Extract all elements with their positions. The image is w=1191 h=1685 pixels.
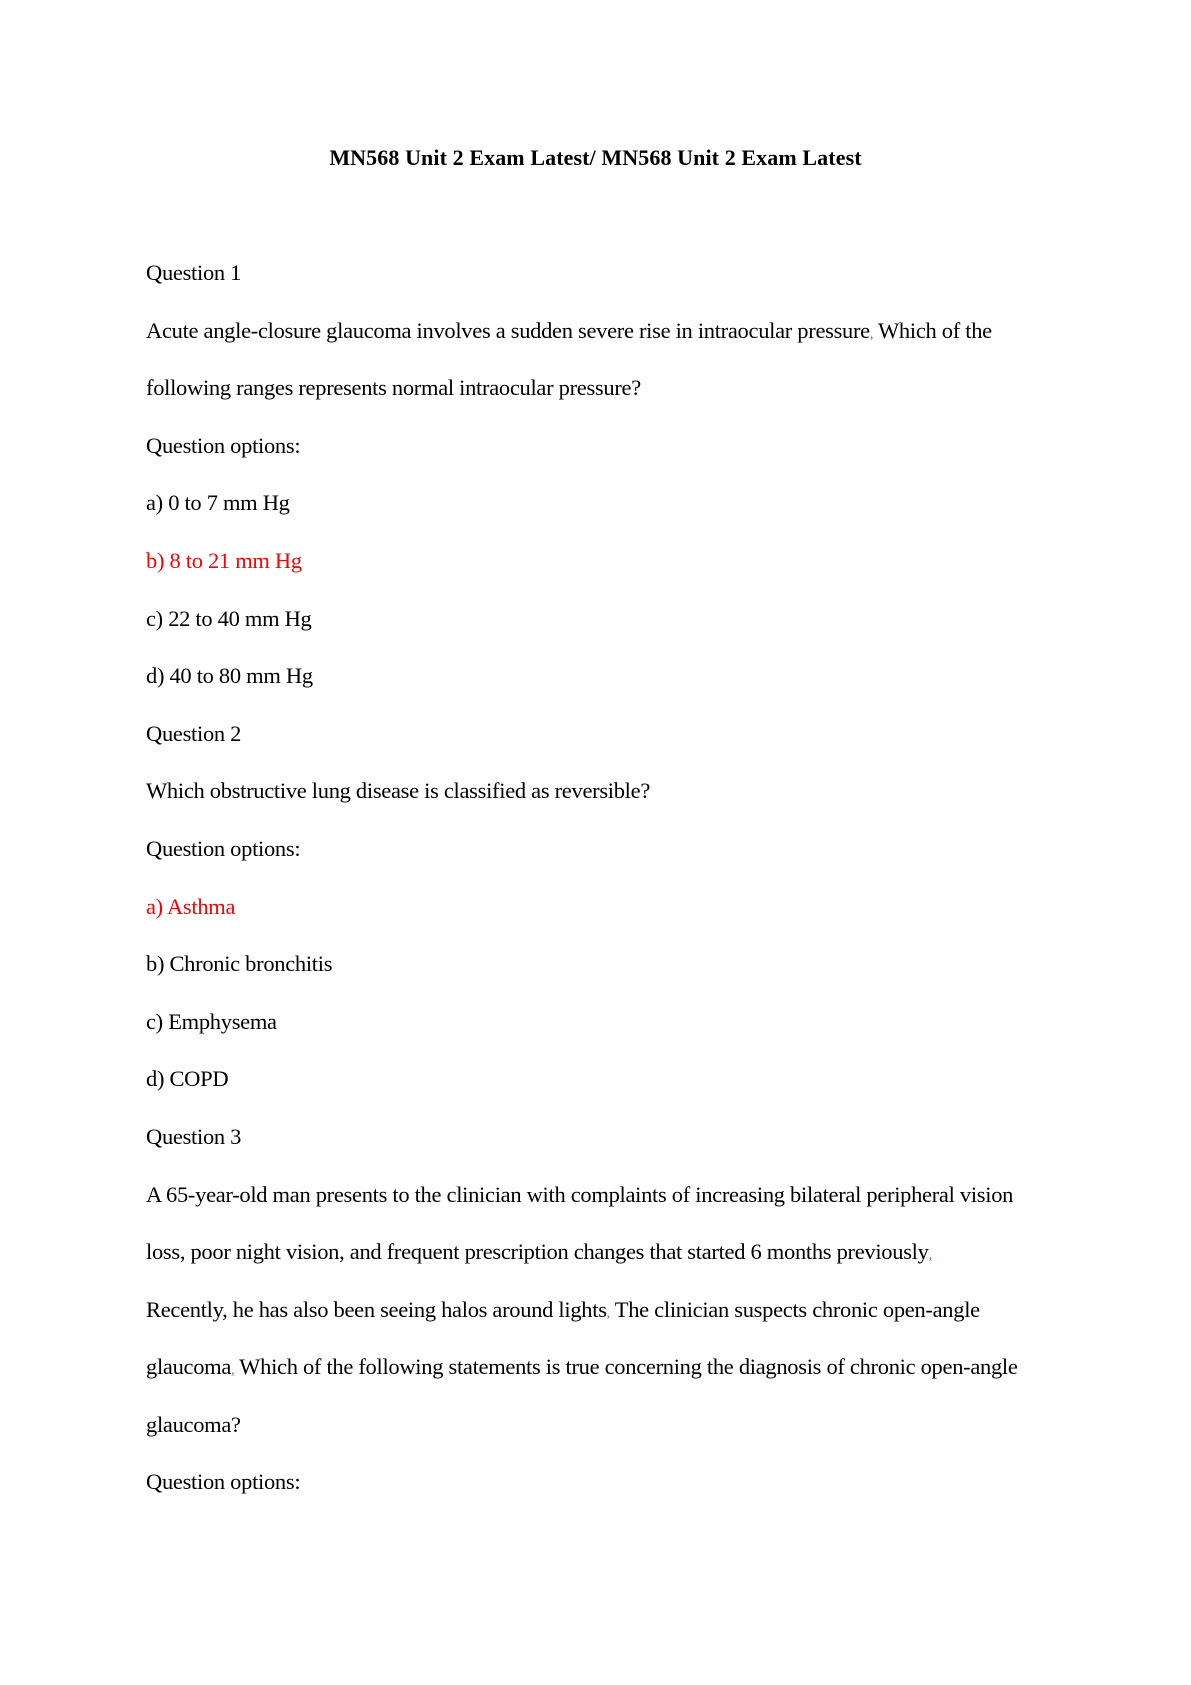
question-1-option-c: c) 22 to 40 mm Hg [146, 605, 312, 631]
question-1-option-b-correct: b) 8 to 21 mm Hg [146, 547, 302, 573]
edit-mark: , [869, 326, 874, 342]
question-2-option-c: c) Emphysema [146, 1008, 277, 1034]
question-3-text-line-3-part-2: The clinician suspects chronic open-angle [609, 1296, 980, 1322]
question-3-text-line-4 [146, 1352, 1066, 1410]
document-body [146, 258, 1066, 1525]
question-2-option-b: b) Chronic bronchitis [146, 951, 333, 977]
question-1-text-part-1: Acute angle-closure glaucoma involves a sudden severe rise in intraocular pressure [146, 317, 870, 343]
question-1-heading: Question 1 [146, 260, 242, 285]
edit-mark: , [606, 1305, 610, 1321]
question-2-option-d: d) COPD [146, 1066, 229, 1092]
edit-mark: , [928, 1248, 932, 1264]
question-3-text-line-5: glaucoma? [146, 1411, 241, 1437]
edit-mark: , [231, 1363, 235, 1379]
question-2-text-line-1: Which obstructive lung disease is classified as reversible? [146, 778, 651, 804]
question-3-text-line-1: A 65-year-old man presents to the clinician with complaints of increasing bilateral peripheral vision [146, 1181, 1014, 1207]
document-title: MN568 Unit 2 Exam Latest/ MN568 Unit 2 Exam Latest [329, 145, 862, 170]
question-1-text-part-2: Which of the [873, 317, 992, 343]
question-3-text-line-3 [146, 1295, 1066, 1353]
question-3-text-line-2-part-1: loss, poor night vision, and frequent prescription changes that started 6 months previously [146, 1239, 929, 1265]
question-2-option-a-correct: a) Asthma [146, 893, 236, 919]
question-3-options-label: Question options: [146, 1469, 301, 1495]
question-1-option-a: a) 0 to 7 mm Hg [146, 490, 290, 516]
question-3-text-line-4-part-1: glaucoma [146, 1354, 232, 1380]
question-3-text-line-3-part-1: Recently, he has also been seeing halos around lights [146, 1296, 607, 1322]
question-2-options-label: Question options: [146, 835, 301, 861]
question-1-text-line-2: following ranges represents normal intraocular pressure? [146, 375, 641, 401]
question-2-heading: Question 2 [146, 720, 242, 746]
question-3-heading: Question 3 [146, 1123, 242, 1149]
question-1-option-d: d) 40 to 80 mm Hg [146, 663, 313, 689]
question-3-text-line-4-part-2: Which of the following statements is true concerning the diagnosis of chronic open-angle [234, 1354, 1018, 1380]
question-1-text-line-1 [146, 316, 1066, 374]
question-1-options-label: Question options: [146, 432, 301, 458]
question-3-text-line-2 [146, 1237, 1066, 1295]
